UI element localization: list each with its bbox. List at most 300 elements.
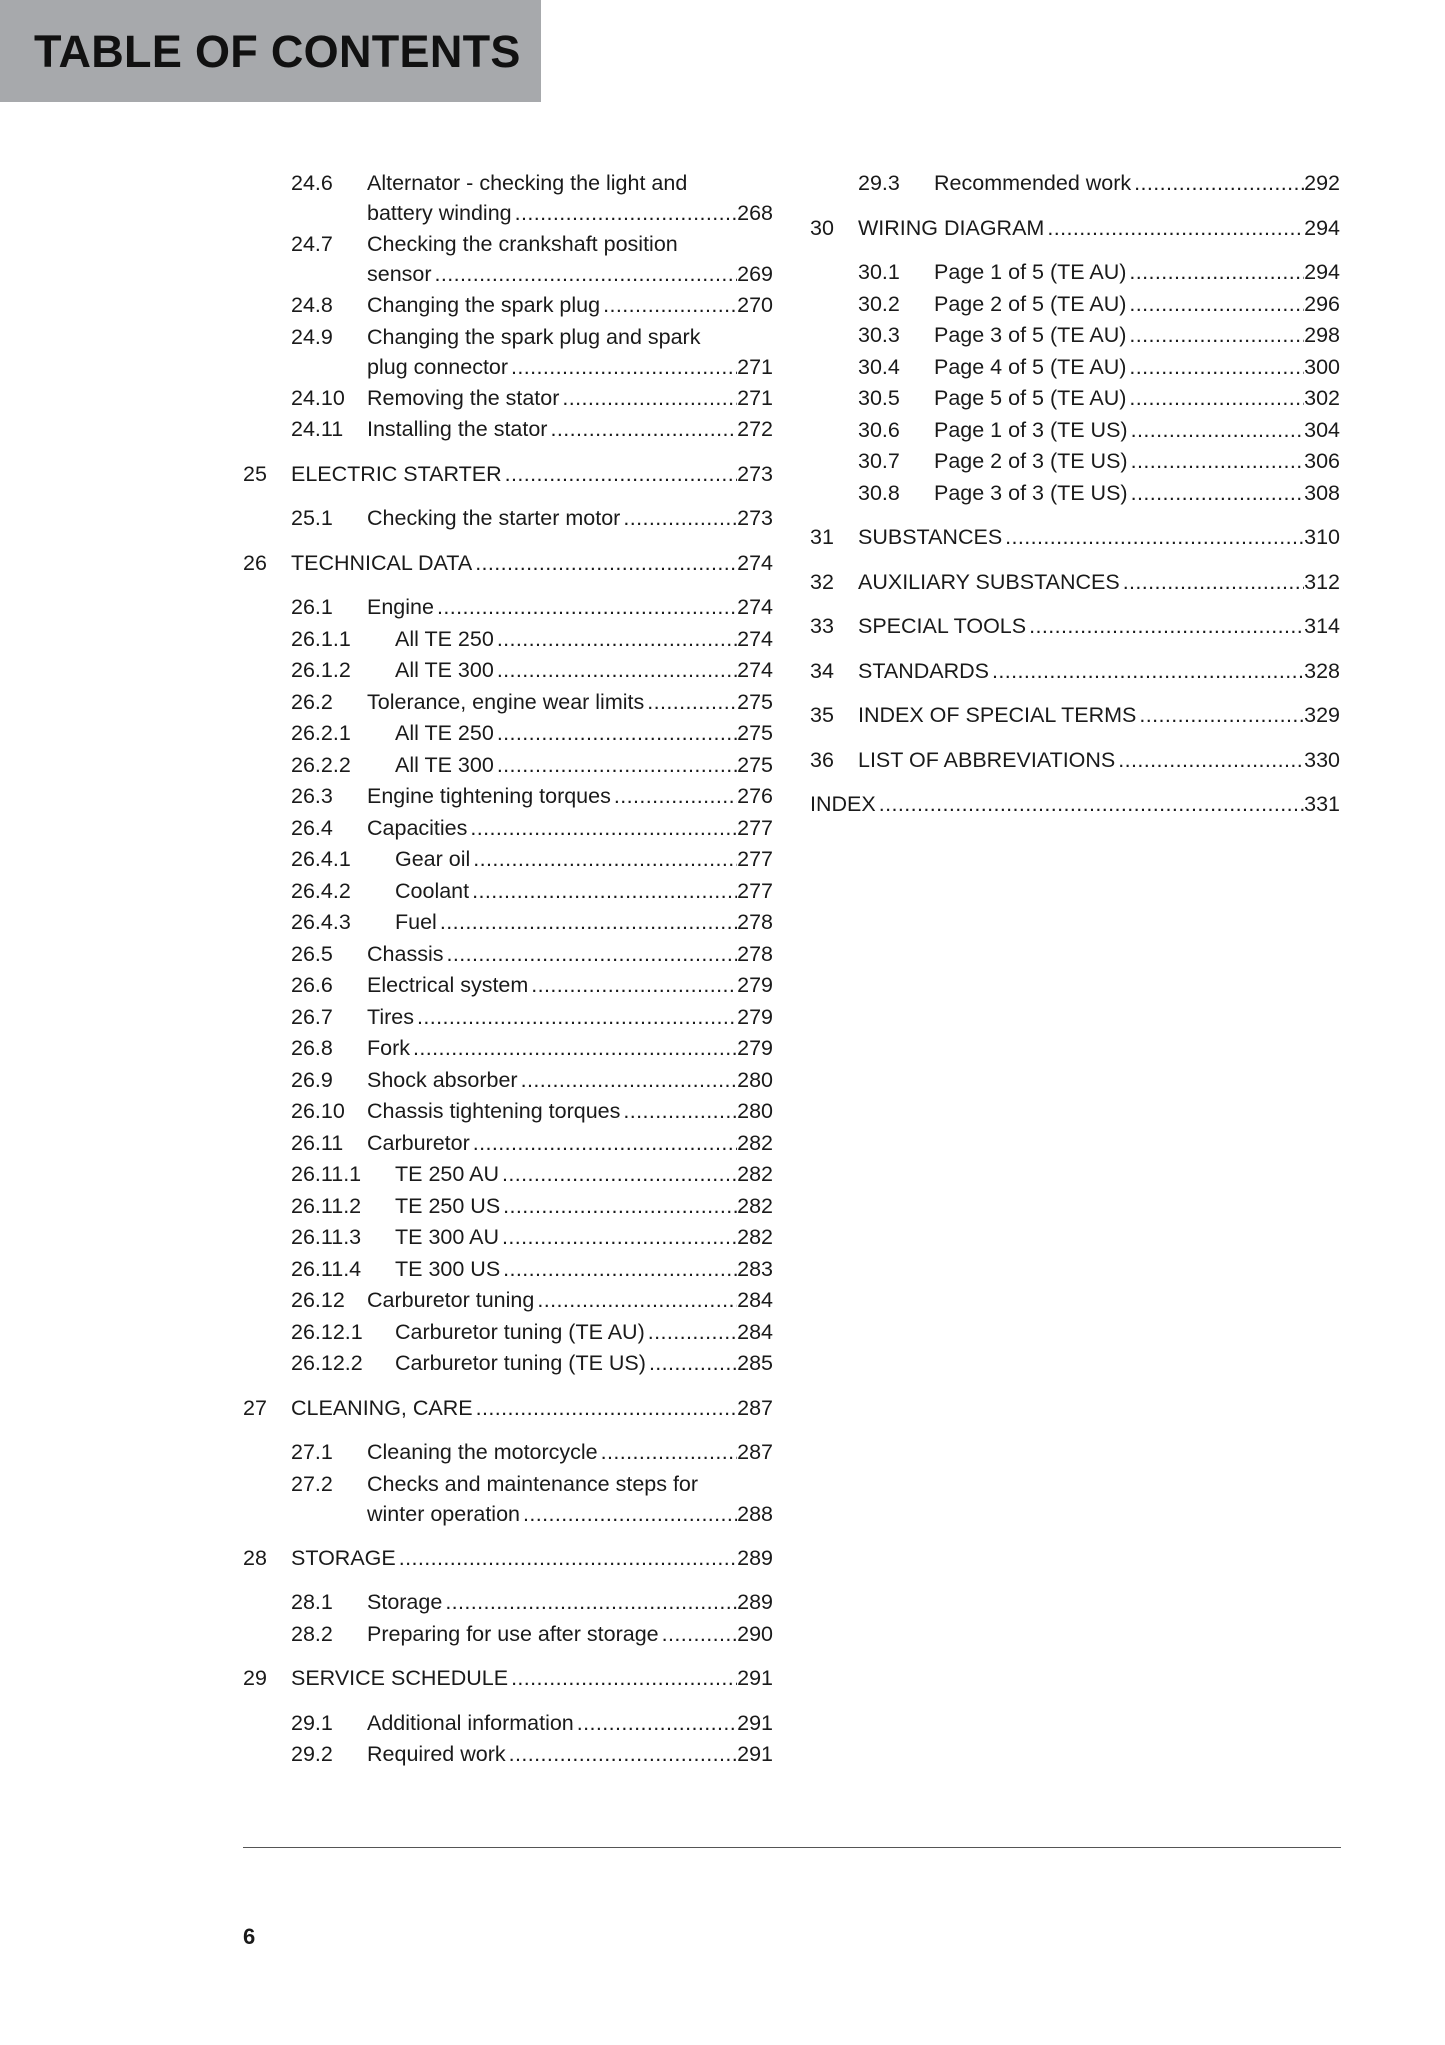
toc-entry[interactable] <box>243 876 773 908</box>
toc-entry[interactable] <box>243 624 773 656</box>
toc-entry-number: 26.1.1 <box>291 626 351 651</box>
toc-entry-title: Capacities <box>367 815 468 840</box>
toc-entry-title-line <box>395 1254 773 1286</box>
toc-entry-title: Carburetor tuning (TE US) <box>395 1351 646 1375</box>
toc-entry-number: 27.1 <box>291 1440 333 1464</box>
toc-entry-title-line <box>291 1393 773 1425</box>
dot-leader <box>500 1254 737 1286</box>
toc-entry-number: 24.7 <box>291 232 333 256</box>
toc-entry-number: 26.1 <box>291 595 333 619</box>
toc-entry-number: 33 <box>810 614 834 638</box>
toc-entry-page: 289 <box>737 1590 773 1614</box>
toc-entry-title-line <box>395 1191 773 1223</box>
dot-leader <box>620 1096 737 1128</box>
dot-leader <box>508 352 737 384</box>
toc-entry-title: Alternator - checking the light and <box>367 171 688 195</box>
toc-entry-page: 280 <box>737 1099 773 1123</box>
toc-entry[interactable] <box>243 322 773 383</box>
toc-entry-number: 24.9 <box>291 324 333 349</box>
toc-entry[interactable] <box>243 687 773 719</box>
toc-entry-title-line <box>367 1619 773 1651</box>
toc-entry-title: SUBSTANCES <box>858 525 1003 549</box>
toc-entry-title: sensor <box>367 262 432 286</box>
toc-entry-page: 294 <box>1304 260 1340 284</box>
toc-entry-title-line <box>367 1065 773 1097</box>
dot-leader <box>470 1128 737 1160</box>
toc-entry-title: SERVICE SCHEDULE <box>291 1666 509 1690</box>
toc-entry-title: Checking the crankshaft position <box>367 232 678 256</box>
toc-entry[interactable] <box>243 1065 773 1097</box>
toc-entry-number: 29.3 <box>858 171 900 195</box>
toc-entry-title: AUXILIARY SUBSTANCES <box>858 569 1120 594</box>
toc-entry-title: plug connector <box>367 354 509 379</box>
toc-entry-number: 24.10 <box>291 385 345 410</box>
dot-leader <box>502 459 737 491</box>
toc-entry-title: Removing the stator <box>367 385 560 410</box>
toc-entry-page: 331 <box>1304 792 1340 816</box>
toc-entry-title: CLEANING, CARE <box>291 1395 473 1420</box>
toc-entry-title-line <box>934 320 1340 352</box>
toc-entry-page: 275 <box>737 689 773 714</box>
toc-entry-title-line <box>858 611 1340 643</box>
dot-leader <box>469 876 737 908</box>
toc-entry-title-line <box>810 789 1340 821</box>
toc-entry[interactable] <box>243 1619 773 1651</box>
toc-entry-page: 270 <box>737 293 773 317</box>
page-title: TABLE OF CONTENTS <box>34 26 521 77</box>
toc-chapter-entry[interactable] <box>243 1543 773 1575</box>
toc-entry-title: Checking the starter motor <box>367 506 621 530</box>
toc-entry-number: 30.7 <box>858 449 900 473</box>
toc-entry-title-line <box>367 322 773 354</box>
toc-entry[interactable] <box>810 257 1340 289</box>
toc-entry-page: 291 <box>737 1710 773 1735</box>
toc-entry-title-line <box>291 459 773 491</box>
toc-entry-title-line <box>934 383 1340 415</box>
dot-leader <box>494 624 737 656</box>
toc-entry-page: 279 <box>737 1036 773 1060</box>
toc-entry-title-line <box>367 592 773 624</box>
toc-entry-number: 28.2 <box>291 1621 333 1646</box>
toc-entry-title: SPECIAL TOOLS <box>858 614 1027 638</box>
toc-entry-title-line <box>395 876 773 908</box>
dot-leader <box>611 781 737 813</box>
toc-entry-number: 30.8 <box>858 480 900 505</box>
dot-leader <box>1131 168 1304 200</box>
toc-chapter-entry[interactable] <box>810 745 1340 777</box>
toc-entry-page: 274 <box>737 626 773 651</box>
toc-entry-number: 26.11.1 <box>291 1162 362 1186</box>
toc-entry[interactable] <box>243 844 773 876</box>
toc-chapter-entry[interactable] <box>810 700 1340 732</box>
toc-entry-page: 282 <box>737 1225 773 1249</box>
toc-entry-page: 271 <box>737 354 773 379</box>
toc-chapter-entry[interactable] <box>810 567 1340 599</box>
toc-entry-title-line <box>395 1317 773 1349</box>
toc-entry-number: 36 <box>810 747 834 772</box>
toc-entry[interactable] <box>243 592 773 624</box>
toc-entry-page: 268 <box>737 201 773 225</box>
toc-entry[interactable] <box>243 781 773 813</box>
toc-entry-number: 30.3 <box>858 323 900 347</box>
toc-entry-title: Storage <box>367 1590 443 1614</box>
toc-entry-page: 275 <box>737 721 773 745</box>
dot-leader <box>534 1285 737 1317</box>
dot-leader <box>506 1739 738 1771</box>
footer-divider <box>243 1847 1341 1848</box>
toc-entry[interactable] <box>243 1033 773 1065</box>
toc-entry-title-line <box>395 718 773 750</box>
toc-entry-number: 26.4.3 <box>291 910 351 934</box>
toc-entry-title: TE 250 US <box>395 1193 501 1218</box>
toc-entry-number: 26.8 <box>291 1036 333 1060</box>
page-number: 6 <box>243 1924 256 1949</box>
toc-entry-page: 284 <box>737 1288 773 1312</box>
toc-entry-number: 29.1 <box>291 1710 333 1735</box>
toc-entry-page: 289 <box>737 1545 773 1570</box>
toc-entry-title-line <box>395 624 773 656</box>
toc-entry-page: 284 <box>737 1319 773 1344</box>
toc-entry-title-line <box>367 414 773 446</box>
toc-entry[interactable] <box>243 1708 773 1740</box>
toc-entry-number: 29 <box>243 1666 267 1690</box>
toc-entry-page: 310 <box>1304 525 1340 549</box>
toc-entry-page: 282 <box>737 1193 773 1218</box>
toc-entry[interactable] <box>243 383 773 415</box>
toc-entry[interactable] <box>243 1317 773 1349</box>
toc-entry-title-line <box>858 567 1340 599</box>
toc-entry[interactable] <box>810 168 1340 200</box>
toc-entry[interactable] <box>243 1469 773 1530</box>
dot-leader <box>1115 745 1304 777</box>
toc-entry[interactable] <box>243 813 773 845</box>
dot-leader <box>1126 257 1304 289</box>
dot-leader <box>499 1222 737 1254</box>
toc-entry-title-line <box>367 1469 773 1501</box>
toc-entry-title: Chassis tightening torques <box>367 1099 621 1123</box>
dot-leader <box>659 1619 738 1651</box>
toc-entry-title: All TE 300 <box>395 752 494 777</box>
dot-leader <box>414 1002 737 1034</box>
toc-entry-page: 278 <box>737 941 773 966</box>
toc-entry[interactable] <box>243 1739 773 1771</box>
toc-entry-page: 328 <box>1304 658 1340 683</box>
toc-entry-title-line <box>934 446 1340 478</box>
toc-entry[interactable] <box>243 1159 773 1191</box>
toc-entry-number: 26.4.2 <box>291 878 351 903</box>
toc-chapter-entry[interactable] <box>810 611 1340 643</box>
dot-leader <box>1126 383 1304 415</box>
toc-entry-title-line <box>934 257 1340 289</box>
toc-entry-title: Engine <box>367 595 434 619</box>
toc-entry[interactable] <box>243 1191 773 1223</box>
toc-chapter-entry[interactable] <box>810 522 1340 554</box>
toc-entry-number: 26.11.3 <box>291 1225 362 1249</box>
toc-entry[interactable] <box>243 414 773 446</box>
toc-entry-title-line <box>858 700 1340 732</box>
toc-entry-title-line <box>395 844 773 876</box>
toc-entry-title: Carburetor <box>367 1130 470 1155</box>
toc-entry-page: 274 <box>737 595 773 619</box>
toc-entry-number: 35 <box>810 703 834 727</box>
toc-entry-title-line <box>367 687 773 719</box>
dot-leader <box>528 970 737 1002</box>
toc-entry-title: Engine tightening torques <box>367 784 611 808</box>
toc-entry-number: 24.11 <box>291 417 344 441</box>
toc-entry-title: Checks and maintenance steps for <box>367 1471 699 1496</box>
toc-entry-number: 24.8 <box>291 293 333 317</box>
toc-entry-title: Carburetor tuning (TE AU) <box>395 1319 645 1344</box>
toc-entry-title: Page 2 of 3 (TE US) <box>934 449 1128 473</box>
toc-entry-page: 291 <box>737 1666 773 1690</box>
toc-entry-title-line <box>934 415 1340 447</box>
dot-leader <box>1136 700 1304 732</box>
toc-entry-title-line <box>395 655 773 687</box>
toc-chapter-entry[interactable] <box>243 459 773 491</box>
toc-entry-page: 277 <box>737 878 773 903</box>
toc-entry[interactable] <box>243 1285 773 1317</box>
toc-entry-page: 280 <box>737 1067 773 1092</box>
toc-entry-number: 27 <box>243 1395 267 1420</box>
toc-entry-page: 287 <box>737 1395 773 1420</box>
toc-entry[interactable] <box>810 478 1340 510</box>
toc-entry[interactable] <box>243 1587 773 1619</box>
toc-entry-page: 273 <box>737 461 773 486</box>
toc-entry-number: 26.4 <box>291 815 333 840</box>
dot-leader <box>644 687 737 719</box>
dot-leader <box>442 1587 737 1619</box>
toc-entry[interactable] <box>243 168 773 229</box>
toc-entry-number: 26.1.2 <box>291 658 351 682</box>
toc-entry-title: Shock absorber <box>367 1067 518 1092</box>
toc-entry[interactable] <box>243 503 773 535</box>
toc-entry-page: 279 <box>737 1004 773 1029</box>
toc-entry-number: 26.4.1 <box>291 847 351 871</box>
dot-leader <box>520 1499 737 1531</box>
toc-chapter-entry[interactable] <box>810 656 1340 688</box>
toc-entry-title-line <box>934 478 1340 510</box>
dot-leader <box>1120 567 1304 599</box>
toc-entry[interactable] <box>243 970 773 1002</box>
dot-leader <box>432 259 738 291</box>
toc-entry-title: Installing the stator <box>367 417 548 441</box>
toc-entry-number: 26.11.2 <box>291 1193 362 1218</box>
toc-entry[interactable] <box>243 1222 773 1254</box>
toc-entry-number: 27.2 <box>291 1471 333 1496</box>
toc-entry-title: WIRING DIAGRAM <box>858 215 1045 240</box>
toc-entry-title: Page 1 of 5 (TE AU) <box>934 260 1127 284</box>
toc-entry-number: 26.2 <box>291 689 333 714</box>
dot-leader <box>1044 213 1304 245</box>
toc-entry-title: winter operation <box>367 1501 520 1526</box>
toc-entry-page: 282 <box>737 1130 773 1155</box>
dot-leader <box>1128 478 1305 510</box>
dot-leader <box>1128 446 1305 478</box>
toc-entry-title-line <box>367 1033 773 1065</box>
toc-entry-title: Changing the spark plug <box>367 293 601 317</box>
toc-entry[interactable] <box>243 907 773 939</box>
toc-entry-title-line <box>367 1437 773 1469</box>
toc-entry-title-line <box>367 229 773 261</box>
toc-entry[interactable] <box>243 290 773 322</box>
toc-entry-number: 28.1 <box>291 1590 333 1614</box>
dot-leader <box>470 844 737 876</box>
toc-entry-title: STORAGE <box>291 1545 396 1570</box>
toc-entry[interactable] <box>243 229 773 290</box>
toc-entry-title: Required work <box>367 1742 506 1766</box>
toc-entry-page: 277 <box>737 847 773 871</box>
toc-chapter-entry[interactable] <box>243 1393 773 1425</box>
toc-entry-title: Preparing for use after storage <box>367 1621 659 1646</box>
dot-leader <box>443 939 737 971</box>
toc-entry-page: 276 <box>737 784 773 808</box>
dot-leader <box>645 1317 737 1349</box>
toc-entry-page: 308 <box>1304 480 1340 505</box>
toc-entry[interactable] <box>243 750 773 782</box>
dot-leader <box>1002 522 1304 554</box>
toc-entry-title-line <box>367 352 773 384</box>
toc-entry-number: 26.12.1 <box>291 1319 363 1344</box>
dot-leader <box>467 813 737 845</box>
toc-entry-page: 291 <box>737 1742 773 1766</box>
toc-entry[interactable] <box>243 1348 773 1380</box>
toc-entry-title: Recommended work <box>934 171 1132 195</box>
toc-entry-page: 330 <box>1304 747 1340 772</box>
toc-entry[interactable] <box>810 352 1340 384</box>
dot-leader <box>1126 320 1304 352</box>
toc-entry-title: TE 250 AU <box>395 1162 499 1186</box>
toc-entry-title-line <box>367 503 773 535</box>
toc-entry-title: Fuel <box>395 910 437 934</box>
toc-entry[interactable] <box>243 1128 773 1160</box>
toc-entry[interactable] <box>810 415 1340 447</box>
toc-column-left <box>243 168 773 1771</box>
dot-leader <box>1126 289 1304 321</box>
dot-leader <box>500 1191 737 1223</box>
dot-leader <box>518 1065 738 1097</box>
dot-leader <box>494 718 737 750</box>
toc-entry-number: 32 <box>810 569 834 594</box>
toc-entry-title-line <box>858 522 1340 554</box>
dot-leader <box>574 1708 737 1740</box>
toc-entry[interactable] <box>243 1437 773 1469</box>
toc-entry-title: TE 300 US <box>395 1256 501 1281</box>
toc-entry-page: 269 <box>737 262 773 286</box>
toc-entry-number: 25.1 <box>291 506 333 530</box>
toc-entry-number: 26.12.2 <box>291 1351 363 1375</box>
toc-entry-title: Tolerance, engine wear limits <box>367 689 645 714</box>
toc-entry-number: 30.2 <box>858 291 900 316</box>
toc-entry-number: 25 <box>243 461 267 486</box>
toc-entry-number: 30 <box>810 215 834 240</box>
toc-entry-title: Page 4 of 5 (TE AU) <box>934 354 1127 379</box>
toc-entry[interactable] <box>810 383 1340 415</box>
toc-entry-page: 304 <box>1304 417 1340 442</box>
toc-entry-title-line <box>367 1739 773 1771</box>
toc-entry-title-line <box>858 745 1340 777</box>
toc-entry-page: 272 <box>737 417 773 441</box>
toc-entry-title-line <box>367 939 773 971</box>
toc-entry-title-line <box>858 656 1340 688</box>
dot-leader <box>646 1348 737 1380</box>
dot-leader <box>989 656 1304 688</box>
dot-leader <box>410 1033 737 1065</box>
toc-entry-number: 28 <box>243 1545 267 1570</box>
toc-entry-title: battery winding <box>367 201 512 225</box>
toc-chapter-entry[interactable] <box>810 789 1340 821</box>
toc-entry[interactable] <box>243 1096 773 1128</box>
toc-entry-number: 26.11 <box>291 1130 344 1155</box>
toc-entry-title: TE 300 AU <box>395 1225 499 1249</box>
dot-leader <box>396 1543 737 1575</box>
toc-entry-page: 296 <box>1304 291 1340 316</box>
toc-entry-page: 306 <box>1304 449 1340 473</box>
dot-leader <box>620 503 737 535</box>
toc-entry-page: 285 <box>737 1351 773 1375</box>
toc-chapter-entry[interactable] <box>243 1663 773 1695</box>
toc-entry-page: 329 <box>1304 703 1340 727</box>
toc-entry[interactable] <box>243 1002 773 1034</box>
toc-entry-title-line <box>367 198 773 230</box>
toc-entry-number: 26.7 <box>291 1004 333 1029</box>
dot-leader <box>559 383 737 415</box>
toc-chapter-entry[interactable] <box>243 548 773 580</box>
toc-entry-number: 30.4 <box>858 354 900 379</box>
toc-entry[interactable] <box>243 655 773 687</box>
toc-entry[interactable] <box>810 289 1340 321</box>
toc-entry-title: All TE 300 <box>395 658 494 682</box>
toc-entry-title: INDEX OF SPECIAL TERMS <box>858 703 1137 727</box>
toc-entry-title-line <box>367 970 773 1002</box>
toc-entry-title-line <box>367 1587 773 1619</box>
toc-entry-title-line <box>395 1159 773 1191</box>
toc-entry-title: TECHNICAL DATA <box>291 550 473 575</box>
dot-leader <box>1026 611 1304 643</box>
toc-entry-title: LIST OF ABBREVIATIONS <box>858 747 1116 772</box>
toc-entry[interactable] <box>810 320 1340 352</box>
dot-leader <box>547 414 737 446</box>
toc-entry-number: 26.11.4 <box>291 1256 362 1281</box>
toc-entry-title: Page 3 of 5 (TE AU) <box>934 323 1127 347</box>
toc-entry-title-line <box>367 1285 773 1317</box>
toc-entry-page: 302 <box>1304 386 1340 410</box>
toc-entry-number: 24.6 <box>291 171 333 195</box>
toc-entry-title: Page 1 of 3 (TE US) <box>934 417 1128 442</box>
toc-entry-title: Page 2 of 5 (TE AU) <box>934 291 1127 316</box>
dot-leader <box>437 907 737 939</box>
toc-chapter-entry[interactable] <box>810 213 1340 245</box>
toc-entry-page: 278 <box>737 910 773 934</box>
toc-entry-title: Changing the spark plug and spark <box>367 324 701 349</box>
toc-entry-page: 275 <box>737 752 773 777</box>
toc-entry[interactable] <box>243 1254 773 1286</box>
toc-entry-title-line <box>395 1222 773 1254</box>
toc-entry-title-line <box>934 168 1340 200</box>
toc-entry-title: Page 3 of 3 (TE US) <box>934 480 1128 505</box>
toc-entry-page: 282 <box>737 1162 773 1186</box>
toc-entry-title-line <box>367 1128 773 1160</box>
toc-entry-page: 271 <box>737 385 773 410</box>
toc-entry-number: 26.6 <box>291 973 333 997</box>
toc-entry-title: Additional information <box>367 1710 574 1735</box>
toc-entry-page: 283 <box>737 1256 773 1281</box>
toc-entry-number: 26.3 <box>291 784 333 808</box>
toc-entry[interactable] <box>810 446 1340 478</box>
dot-leader <box>876 789 1304 821</box>
toc-entry-title-line <box>367 1096 773 1128</box>
toc-entry[interactable] <box>243 718 773 750</box>
toc-entry[interactable] <box>243 939 773 971</box>
